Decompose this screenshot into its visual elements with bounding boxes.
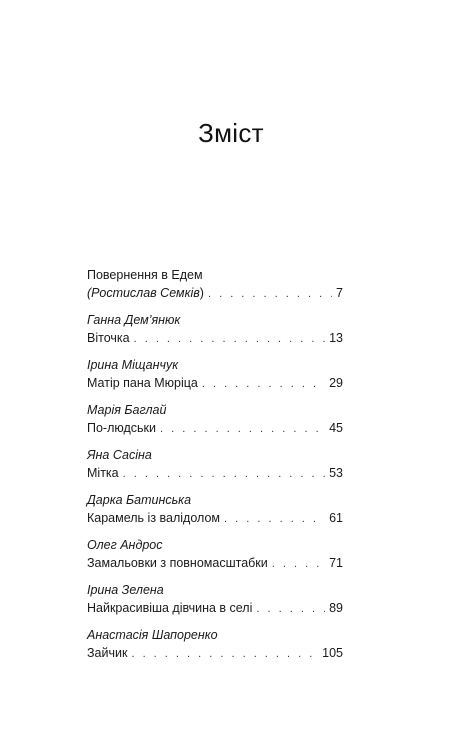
- toc-entry-author: Марія Баглай: [87, 403, 167, 417]
- toc-entry[interactable]: [87, 491, 343, 527]
- toc-entry-author: Дарка Батинська: [87, 493, 192, 507]
- toc-entry-author: [87, 284, 204, 302]
- toc-entry-author: Анастасія Шапоренко: [87, 628, 218, 642]
- dot-leader: [131, 645, 318, 663]
- toc-entry-title: Найкрасивіша дівчина в селі: [87, 601, 253, 615]
- toc-entry-row: [87, 329, 343, 347]
- toc-entry-page: 45: [329, 421, 343, 435]
- toc-entry-title: Матір пана Мюріца: [87, 376, 198, 390]
- toc-entry[interactable]: [87, 581, 343, 617]
- toc-entry[interactable]: [87, 626, 343, 662]
- dot-leader: [272, 555, 325, 573]
- dot-leader: [160, 420, 325, 438]
- dot-leader: [123, 465, 325, 483]
- dot-leader: [224, 510, 325, 528]
- dot-leader: [134, 330, 326, 348]
- toc-entry-row: [87, 554, 343, 572]
- toc-entry-row: [87, 419, 343, 437]
- toc-entry-row: [87, 599, 343, 617]
- toc-entry-title: Зайчик: [87, 646, 128, 660]
- toc-entry[interactable]: [87, 356, 343, 392]
- toc-entry-author: Ганна Дем’янюк: [87, 313, 181, 327]
- author-name: Ростислав Семків: [91, 286, 200, 300]
- toc-entry-row: [87, 509, 343, 527]
- toc-entry-row: [87, 644, 343, 662]
- toc-entry-row: [87, 464, 343, 482]
- dot-leader: [208, 285, 332, 303]
- toc-entry-page: 53: [329, 466, 343, 480]
- toc-entry-page: 13: [329, 331, 343, 345]
- toc-entry-author: Яна Сасіна: [87, 448, 152, 462]
- toc-entry-page: 29: [329, 376, 343, 390]
- toc-entry-row: [87, 284, 343, 302]
- toc-entry-author: Олег Андрос: [87, 538, 163, 552]
- toc-entry[interactable]: [87, 401, 343, 437]
- toc-entry-page: 89: [329, 601, 343, 615]
- dot-leader: [202, 375, 325, 393]
- toc-entry-title: Замальовки з повномасштабки: [87, 556, 268, 570]
- toc-entry[interactable]: [87, 311, 343, 347]
- dot-leader: [256, 600, 325, 618]
- toc-entry-title: Повернення в Едем: [87, 268, 203, 282]
- toc-entry[interactable]: [87, 266, 343, 302]
- toc-entry-page: 71: [329, 556, 343, 570]
- toc-entry-page: 7: [336, 286, 343, 300]
- toc-entry-title: По-людськи: [87, 421, 157, 435]
- toc-entry-author: Ірина Зелена: [87, 583, 164, 597]
- toc-entry[interactable]: [87, 446, 343, 482]
- page-title: Зміст: [198, 118, 264, 148]
- toc-entry-row: [87, 374, 343, 392]
- toc-entry-page: 61: [329, 511, 343, 525]
- toc-entry-title: Віточка: [87, 331, 130, 345]
- toc-entry[interactable]: [87, 536, 343, 572]
- toc-entry-title: Карамель із валідолом: [87, 511, 221, 525]
- toc-entry-page: 105: [322, 646, 343, 660]
- paren-close: ): [199, 286, 204, 300]
- toc-entry-title: Мітка: [87, 466, 119, 480]
- toc-entry-author: Ірина Міщанчук: [87, 358, 179, 372]
- table-of-contents: [87, 266, 343, 662]
- paren-open: (: [87, 286, 92, 300]
